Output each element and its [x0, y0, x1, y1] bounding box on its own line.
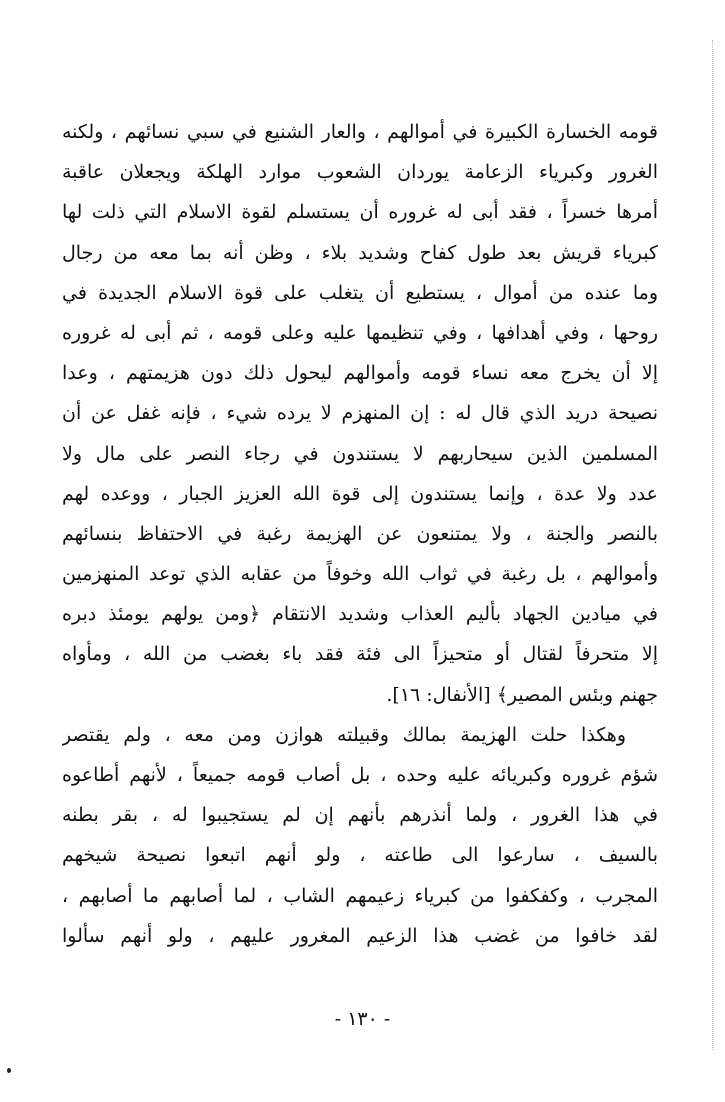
text-line: وأموالهم ، بل رغبة في ثواب الله وخوفاً من عقابه الذي توعد المنهزمين: [62, 563, 658, 586]
text-line: أمرها خسراً ، فقد أبى له غروره أن يستسلم لقوة الاسلام التي ذلت لها: [62, 201, 658, 224]
ink-speck: [7, 1068, 11, 1073]
text-line: نصيحة دريد الذي قال له : إن المنهزم لا يرده شيء ، فإنه غفل عن أن: [62, 402, 658, 425]
text-line: بالنصر والجنة ، ولا يمتنعون عن الهزيمة رغبة في الاحتفاظ بنسائهم: [62, 522, 658, 545]
paragraph-first-line: وهكذا حلت الهزيمة بمالك وقبيلته هوازن ومن معه ، ولم يقتصر: [62, 723, 626, 746]
text-line: في ميادين الجهاد بأليم العذاب وشديد الانتقام ﴿ومن يولهم يومئذ دبره: [62, 603, 658, 626]
text-line: إلا متحرفاً لقتال أو متحيزاً الى فئة فقد باء بغضب من الله ، ومأواه: [62, 643, 658, 666]
page-number: - ١٣٠ -: [334, 1008, 391, 1030]
text-line: المجرب ، وكفكفوا من كبرياء زعيمهم الشاب ، لما أصابهم ما أصابهم ،: [62, 884, 658, 907]
text-line: بالسيف ، سارعوا الى طاعته ، ولو أنهم اتبعوا نصيحة شيخهم: [62, 844, 658, 867]
text-line: عدد ولا عدة ، وإنما يستندون إلى قوة الله العزيز الجبار ، ووعده لهم: [62, 482, 658, 505]
text-line: المسلمين الذين سيحاربهم لا يستندون في رجاء النصر على مال ولا: [62, 442, 658, 465]
page-edge-shadow: [712, 40, 714, 1050]
text-line: روحها ، وفي أهدافها ، وفي تنظيمها عليه وعلى قومه ، ثم أبى له غروره: [62, 321, 658, 344]
text-line: إلا أن يخرج معه نساء قومه وأموالهم ليحول ذلك دون هزيمتهم ، وعدا: [62, 362, 658, 385]
body-text: [62, 112, 658, 956]
text-line: وما عنده من أموال ، يستطيع أن يتغلب على قوة الاسلام الجديدة في: [62, 281, 658, 304]
text-line: كبرياء قريش بعد طول كفاح وشديد بلاء ، وظن أنه بما معه من رجال: [62, 241, 658, 264]
text-line: شؤم غروره وكبريائه عليه وحده ، بل أصاب قومه جميعاً ، لأنهم أطاعوه: [62, 764, 658, 786]
text-line: جهنم وبئس المصير﴾ [الأنفال: ١٦].: [386, 683, 658, 706]
text-line: الغرور وكبرياء الزعامة يوردان الشعوب موارد الهلكة ويجعلان عاقبة: [62, 161, 658, 184]
text-line: في هذا الغرور ، ولما أنذرهم بأنهم إن لم يستجيبوا له ، بقر بطنه: [62, 804, 658, 827]
text-line: قومه الخسارة الكبيرة في أموالهم ، والعار الشنيع في سبي نسائهم ، ولكنه: [62, 121, 658, 143]
text-line: لقد خافوا من غضب هذا الزعيم المغرور عليهم ، ولو أنهم سألوا: [62, 924, 658, 947]
